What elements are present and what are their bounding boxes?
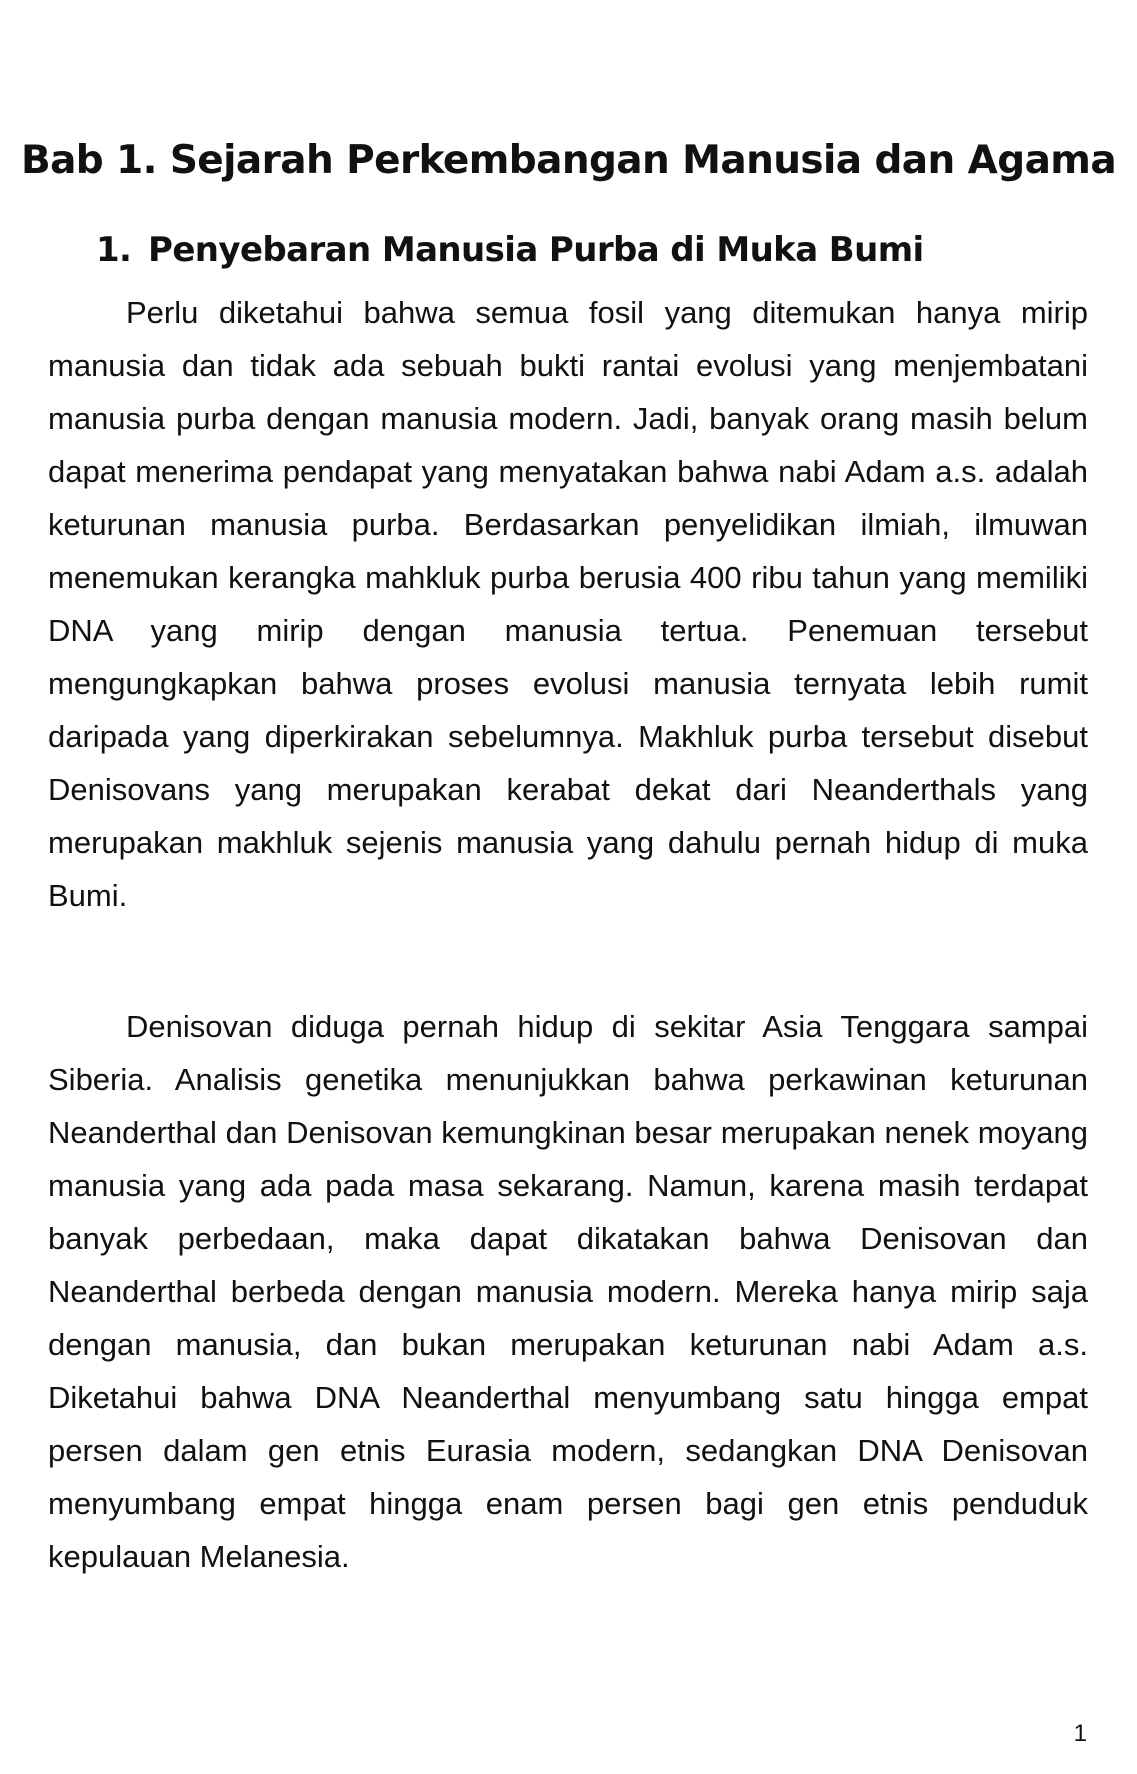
section-title: Penyebaran Manusia Purba di Muka Bumi <box>148 230 924 270</box>
chapter-title: Bab 1. Sejarah Perkembangan Manusia dan Agama <box>20 138 1117 183</box>
section-number: 1. <box>96 230 132 270</box>
body-paragraph-1: Perlu diketahui bahwa semua fosil yang ditemukan hanya mirip manusia dan tidak ada sebuah bukti rantai evolusi yang menjembatani manusia purba dengan manusia modern. Jadi, banyak orang masih belum dapat menerima pendapat yang menyatakan bahwa nabi Adam a.s. adalah keturunan manusia purba. Berdasarkan penyelidikan ilmiah, ilmuwan menemukan kerangka mahkluk purba berusia 400 ribu tahun yang memiliki DNA yang mirip dengan manusia tertua. Penemuan tersebut mengungkapkan bahwa proses evolusi manusia ternyata lebih rumit daripada yang diperkirakan sebelumnya. Makhluk purba tersebut disebut Denisovans yang merupakan kerabat dekat dari Neanderthals yang merupakan makhluk sejenis manusia yang dahulu pernah hidup di muka Bumi. <box>48 295 1088 913</box>
page-number: 1 <box>1073 1720 1087 1747</box>
section-heading <box>96 230 924 270</box>
body-paragraph-2: Denisovan diduga pernah hidup di sekitar Asia Tenggara sampai Siberia. Analisis genetika menunjukkan bahwa perkawinan keturunan Neanderthal dan Denisovan kemungkinan besar merupakan nenek moyang manusia yang ada pada masa sekarang. Namun, karena masih terdapat banyak perbedaan, maka dapat dikatakan bahwa Denisovan dan Neanderthal berbeda dengan manusia modern. Mereka hanya mirip saja dengan manusia, dan bukan merupakan keturunan nabi Adam a.s. Diketahui bahwa DNA Neanderthal menyumbang satu hingga empat persen dalam gen etnis Eurasia modern, sedangkan DNA Denisovan menyumbang empat hingga enam persen bagi gen etnis penduduk kepulauan Melanesia. <box>48 1009 1088 1574</box>
